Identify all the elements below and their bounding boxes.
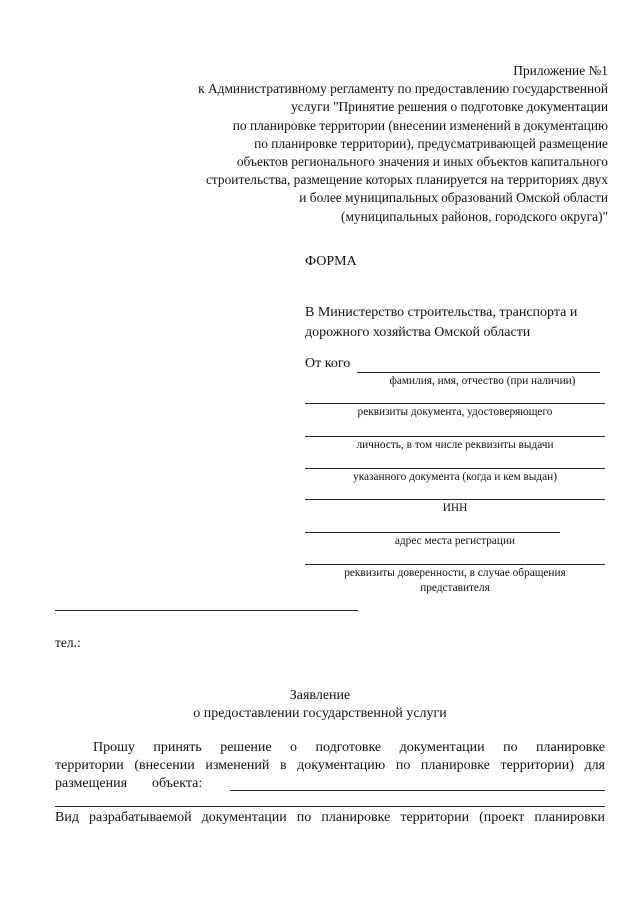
- statement-title: Заявление: [289, 688, 351, 703]
- appendix-line: строительства, размещение которых планируется на территориях двух: [205, 172, 608, 188]
- address-caption: адрес места регистрации: [394, 535, 516, 547]
- form-label: ФОРМА: [305, 254, 357, 269]
- appendix-line: услуги "Принятие решения о подготовке документации: [291, 99, 608, 115]
- proxy-caption: [305, 566, 605, 596]
- doc-caption-1: реквизиты документа, удостоверяющего: [357, 406, 553, 418]
- documentation-type-line: Вид разрабатываемой документации по планировке территории (проект планировки: [55, 810, 605, 825]
- request-line-2: территории (внесении изменений в документацию по планировке территории) для: [55, 758, 605, 773]
- appendix-line: (муниципальных районов, городского округа)": [340, 208, 608, 224]
- object-field[interactable]: [230, 790, 605, 791]
- appendix-line: по планировке территории (внесении изменений в документацию: [232, 117, 608, 133]
- address-field[interactable]: [305, 532, 560, 533]
- appendix-number: Приложение №1: [513, 63, 608, 78]
- doc-field-1[interactable]: [305, 403, 605, 404]
- appendix-header: [128, 62, 608, 226]
- request-line-1: Прошу принять решение о подготовке документации по планировке: [93, 740, 605, 755]
- proxy-caption-line: представителя: [420, 582, 490, 594]
- proxy-caption-line: реквизиты доверенности, в случае обращения: [344, 567, 566, 579]
- addressee-line: В Министерство строительства, транспорта и: [305, 305, 578, 320]
- appendix-line: объектов регионального значения и иных объектов капитального: [236, 154, 608, 170]
- appendix-line: по планировке территории), предусматривающей размещение: [254, 135, 608, 151]
- doc-caption-3: указанного документа (когда и кем выдан): [353, 471, 557, 483]
- object-field-continued[interactable]: [55, 806, 605, 807]
- statement-subtitle: о предоставлении государственной услуги: [193, 706, 447, 721]
- request-line-3b: объекта:: [152, 776, 203, 791]
- blank-line[interactable]: [55, 610, 358, 611]
- appendix-line: к Административному регламенту по предоставлению государственной: [198, 81, 608, 97]
- name-caption: фамилия, имя, отчество (при наличии): [389, 375, 576, 387]
- doc-caption-2: личность, в том числе реквизиты выдачи: [356, 439, 554, 451]
- appendix-line: и более муниципальных образований Омской области: [299, 190, 608, 206]
- from-label: От кого: [305, 356, 351, 371]
- tel-label: тел.:: [55, 635, 81, 650]
- doc-field-2[interactable]: [305, 436, 605, 437]
- inn-field[interactable]: [305, 499, 605, 500]
- request-line-3a: размещения: [55, 776, 128, 791]
- proxy-field[interactable]: [305, 564, 605, 565]
- addressee-line: дорожного хозяйства Омской области: [305, 325, 531, 340]
- from-name-field[interactable]: [357, 372, 600, 373]
- inn-caption: ИНН: [442, 502, 468, 514]
- doc-field-3[interactable]: [305, 468, 605, 469]
- addressee: [305, 303, 610, 343]
